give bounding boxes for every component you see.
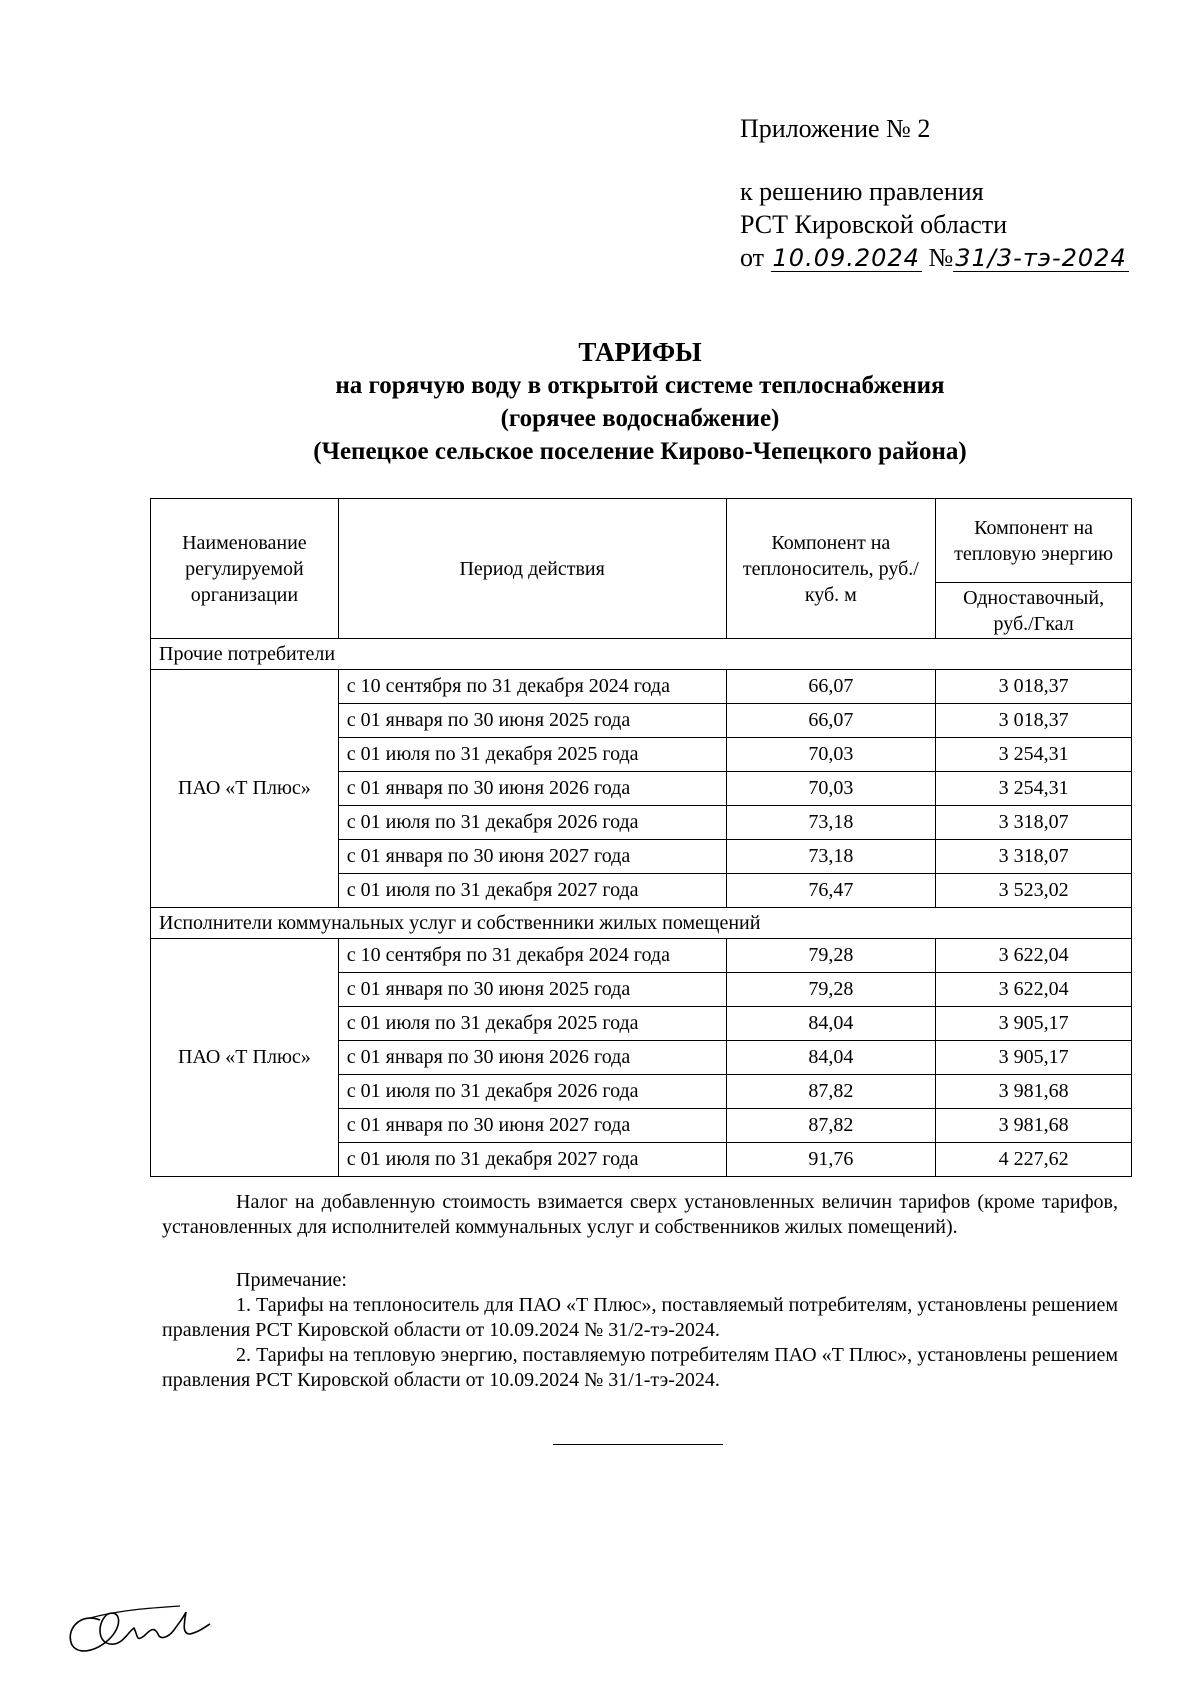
- energy-cell: 3 981,68: [936, 1109, 1132, 1143]
- decision-line-2: РСТ Кировской области: [740, 210, 1008, 239]
- end-divider: [553, 1444, 723, 1445]
- period-cell: с 01 июля по 31 декабря 2026 года: [338, 806, 726, 840]
- signature-icon: [60, 1590, 230, 1660]
- carrier-cell: 66,07: [726, 670, 936, 704]
- energy-cell: 3 905,17: [936, 1007, 1132, 1041]
- title-sub-1: на горячую воду в открытой системе теплоснабжения: [335, 372, 945, 399]
- energy-cell: 3 254,31: [936, 738, 1132, 772]
- carrier-cell: 87,82: [726, 1075, 936, 1109]
- energy-cell: 3 622,04: [936, 973, 1132, 1007]
- energy-cell: 3 523,02: [936, 874, 1132, 908]
- carrier-cell: 66,07: [726, 704, 936, 738]
- header-energy-sub: Одноставочный, руб./Гкал: [936, 583, 1132, 639]
- period-cell: с 01 января по 30 июня 2025 года: [338, 973, 726, 1007]
- period-cell: с 01 января по 30 июня 2027 года: [338, 1109, 726, 1143]
- header-period: Период действия: [338, 499, 726, 639]
- energy-cell: 3 318,07: [936, 840, 1132, 874]
- note-item-1: 1. Тарифы на теплоноситель для ПАО «Т Плюс», поставляемый потребителям, установлены решением правления РСТ Кировской области от 10.09.2024 № 31/2-тэ-2024.: [162, 1294, 1118, 1341]
- title-sub-3: (Чепецкое сельское поселение Кирово-Чепецкого района): [313, 438, 967, 465]
- notes-title: Примечание:: [236, 1269, 347, 1291]
- group-label: Прочие потребители: [151, 639, 1132, 670]
- notes-section: [162, 1190, 1118, 1393]
- period-cell: с 01 января по 30 июня 2026 года: [338, 772, 726, 806]
- period-cell: с 01 июля по 31 декабря 2025 года: [338, 1007, 726, 1041]
- header-carrier: Компонент на теплоноситель, руб./куб. м: [726, 499, 936, 639]
- period-cell: с 01 июля по 31 декабря 2025 года: [338, 738, 726, 772]
- tariff-table: [150, 498, 1132, 1177]
- title-main: ТАРИФЫ: [578, 337, 702, 367]
- energy-cell: 3 018,37: [936, 704, 1132, 738]
- energy-cell: 3 318,07: [936, 806, 1132, 840]
- document-title: [160, 336, 1120, 468]
- period-cell: с 01 января по 30 июня 2026 года: [338, 1041, 726, 1075]
- energy-cell: 3 622,04: [936, 939, 1132, 973]
- header-energy: Компонент на тепловую энергию: [936, 499, 1132, 583]
- title-sub-2: (горячее водоснабжение): [500, 405, 780, 432]
- appendix-header: [740, 112, 1180, 274]
- carrier-cell: 70,03: [726, 772, 936, 806]
- energy-cell: 4 227,62: [936, 1143, 1132, 1177]
- carrier-cell: 79,28: [726, 939, 936, 973]
- period-cell: с 10 сентября по 31 декабря 2024 года: [338, 670, 726, 704]
- carrier-cell: 87,82: [726, 1109, 936, 1143]
- energy-cell: 3 981,68: [936, 1075, 1132, 1109]
- period-cell: с 01 июля по 31 декабря 2027 года: [338, 874, 726, 908]
- energy-cell: 3 018,37: [936, 670, 1132, 704]
- carrier-cell: 73,18: [726, 840, 936, 874]
- carrier-cell: 76,47: [726, 874, 936, 908]
- number-prefix: №: [928, 243, 954, 272]
- note-item-2: 2. Тарифы на тепловую энергию, поставляемую потребителям ПАО «Т Плюс», установлены решением правления РСТ Кировской области от 10.09.2024 № 31/1-тэ-2024.: [162, 1344, 1118, 1391]
- carrier-cell: 70,03: [726, 738, 936, 772]
- period-cell: с 01 января по 30 июня 2027 года: [338, 840, 726, 874]
- carrier-cell: 84,04: [726, 1041, 936, 1075]
- period-cell: с 01 июля по 31 декабря 2027 года: [338, 1143, 726, 1177]
- period-cell: с 01 июля по 31 декабря 2026 года: [338, 1075, 726, 1109]
- org-cell: ПАО «Т Плюс»: [151, 670, 339, 908]
- appendix-title: Приложение № 2: [740, 114, 931, 143]
- handwritten-date: 10.09.2024: [772, 244, 920, 272]
- decision-date-line: [740, 241, 1180, 274]
- carrier-cell: 79,28: [726, 973, 936, 1007]
- vat-note: Налог на добавленную стоимость взимается сверх установленных величин тарифов (кроме тарифов, установленных для исполнителей коммунальных услуг и собственников жилых помещений).: [162, 1191, 1118, 1238]
- date-prefix: от: [740, 243, 765, 272]
- carrier-cell: 73,18: [726, 806, 936, 840]
- period-cell: с 10 сентября по 31 декабря 2024 года: [338, 939, 726, 973]
- carrier-cell: 91,76: [726, 1143, 936, 1177]
- group-label: Исполнители коммунальных услуг и собственники жилых помещений: [151, 908, 1132, 939]
- period-cell: с 01 января по 30 июня 2025 года: [338, 704, 726, 738]
- carrier-cell: 84,04: [726, 1007, 936, 1041]
- header-org: Наименование регулируемой организации: [151, 499, 339, 639]
- decision-line-1: к решению правления: [740, 177, 984, 206]
- energy-cell: 3 905,17: [936, 1041, 1132, 1075]
- org-cell: ПАО «Т Плюс»: [151, 939, 339, 1177]
- energy-cell: 3 254,31: [936, 772, 1132, 806]
- handwritten-number: 31/3-тэ-2024: [955, 244, 1127, 272]
